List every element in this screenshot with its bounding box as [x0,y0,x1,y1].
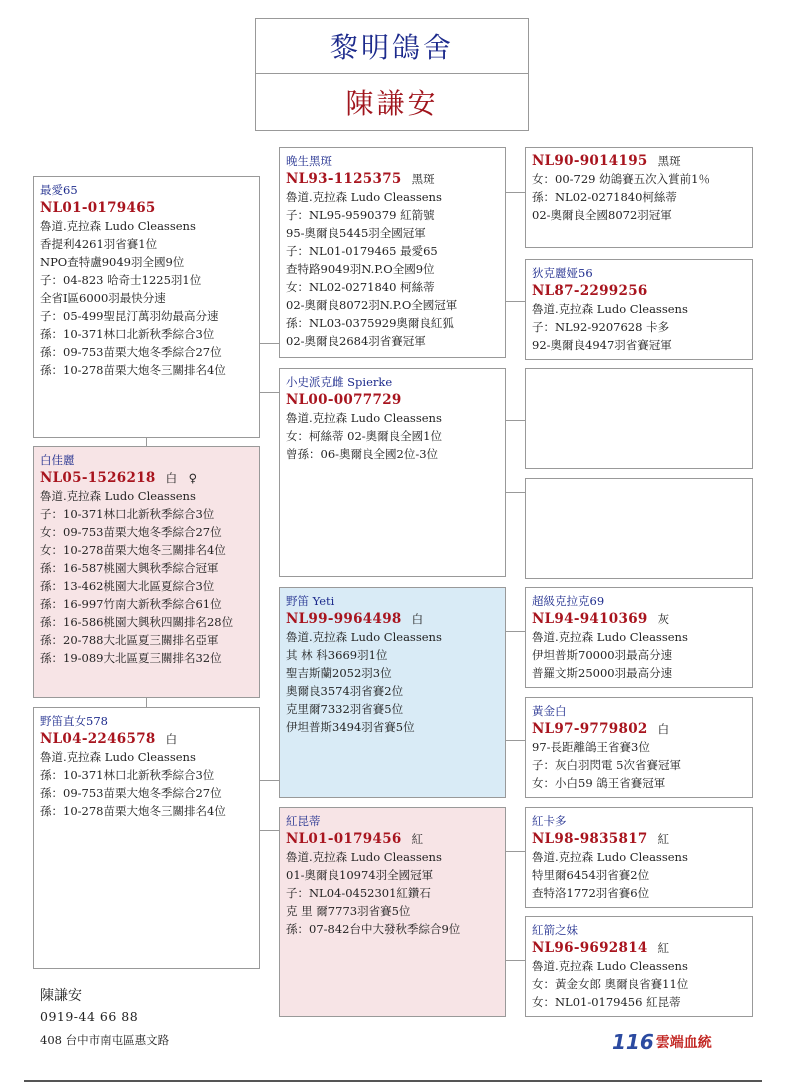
connector-line [505,740,525,741]
pigeon-color: 紅 [657,941,670,955]
pedigree-line: 克 里 爾7773羽省賽5位 [286,904,411,918]
pedigree-line: 孫：16-997竹南大新秋季綜合61位 [40,597,222,611]
pedigree-line: 95-奧爾良5445羽全國冠軍 [286,226,426,240]
bottom-divider [24,1080,762,1082]
pedigree-line: 孫：20-788大北區夏三關排名亞軍 [40,633,219,647]
ring-number: NL00-0077729 [286,392,402,408]
pedigree-line: 普羅文斯25000羽最高分速 [532,666,673,680]
ring-number: NL96-9692814 [532,940,648,956]
pedigree-card-grandsire-2 [279,587,506,798]
pedigree-line: 子：NL01-0179465 最愛65 [286,244,438,258]
pigeon-color: 白 [165,732,178,746]
pigeon-name: 紅昆蒂 [286,814,321,828]
pedigree-line: 女：NL02-0271840 柯絲蒂 [286,280,435,294]
pigeon-name: 野笛 Yeti [286,594,335,608]
pedigree-line: 孫：19-089大北區夏三關排名32位 [40,651,222,665]
pedigree-line: 子：05-499聖昆汀萬羽幼最高分速 [40,309,219,323]
pedigree-card-dam-line [33,707,260,969]
connector-line [505,492,525,493]
pigeon-name: 小史派克雌 Spierke [286,375,393,389]
ring-number: NL99-9964498 [286,611,402,627]
pedigree-line: 孫：09-753苗栗大炮冬季綜合27位 [40,345,222,359]
connector-line [505,631,525,632]
pedigree-line: 魯道.克拉森 Ludo Cleassens [532,850,688,864]
pedigree-line: 孫：10-278苗栗大炮冬三關排名4位 [40,363,226,377]
footer-owner-name: 陳謙安 [40,988,82,1004]
pedigree-line: 孫：07-842台中大發秋季綜合9位 [286,922,461,936]
pedigree-card-grandsire [279,147,506,358]
pedigree-line: 孫：10-278苗栗大炮冬三關排名4位 [40,804,226,818]
pedigree-line: 02-奧爾良8072羽N.P.O全國冠軍 [286,298,458,312]
pedigree-line: 孫：16-587桃園大興秋季綜合冠軍 [40,561,219,575]
pedigree-line: 曾孫：06-奧爾良全國2位-3位 [286,447,439,461]
pigeon-name: 黃金白 [532,704,567,718]
pedigree-line: 魯道.克拉森 Ludo Cleassens [40,750,196,764]
pedigree-line: 其 林 科3669羽1位 [286,648,388,662]
pedigree-line: 孫：10-371林口北新秋季綜合3位 [40,327,215,341]
pedigree-line: 伊坦普斯3494羽省賽5位 [286,720,415,734]
loft-name: 黎明鴿舍 [255,18,529,74]
pedigree-line: 查特洛1772羽省賽6位 [532,886,650,900]
pedigree-line: 子：NL04-0452301紅鑽石 [286,886,431,900]
connector-line [259,780,279,781]
pedigree-line: 01-奧爾良10974羽全國冠軍 [286,868,434,882]
pedigree-line: 魯道.克拉森 Ludo Cleassens [532,630,688,644]
pigeon-color: 灰 [657,612,670,626]
pedigree-line: 子：灰白羽閃電 5次省賽冠軍 [532,758,681,772]
pedigree-card-ggs-2 [525,587,753,688]
pedigree-card-ggd-3 [525,916,753,1017]
logo-text: 雲端血統 [655,1035,712,1051]
footer-address: 408 台中市南屯區惠文路 [40,1033,170,1047]
pedigree-line: 97-長距離鴿王省賽3位 [532,740,650,754]
pedigree-line: 孫：10-371林口北新秋季綜合3位 [40,768,215,782]
pedigree-card-empty [525,478,753,579]
pigeon-name: 晚生黑斑 [286,154,332,168]
pigeon-name: 狄克麗娅56 [532,266,593,280]
pedigree-line: 克里爾7332羽省賽5位 [286,702,404,716]
pigeon-color: 黑斑 [411,172,435,186]
connector-line [505,420,525,421]
pedigree-line: 魯道.克拉森 Ludo Cleassens [286,190,442,204]
pedigree-card-ggd-2 [525,697,753,798]
connector-line [259,392,279,393]
pigeon-name: 野笛直女578 [40,714,108,728]
pedigree-line: 02-奧爾良2684羽省賽冠軍 [286,334,426,348]
pedigree-line: 子：NL92-9207628 卡多 [532,320,670,334]
pedigree-card-sire [33,176,260,438]
pigeon-name: 紅卡多 [532,814,567,828]
pedigree-line: 香提利4261羽省賽1位 [40,237,158,251]
pigeon-color: 紅 [411,832,424,846]
pigeon-color: 白 ♀ [165,471,197,485]
ring-number: NL90-9014195 [532,153,648,169]
pigeon-color: 紅 [657,832,670,846]
pedigree-card-empty [525,368,753,469]
connector-line [259,343,279,344]
connector-line [505,301,525,302]
pedigree-line: 孫：NL02-0271840柯絲蒂 [532,190,677,204]
pedigree-line: 女：小白59 鴿王省賽冠軍 [532,776,666,790]
pedigree-line: 魯道.克拉森 Ludo Cleassens [286,630,442,644]
pedigree-line: 全省I區6000羽最快分速 [40,291,166,305]
logo-number: 116 [612,1030,654,1054]
pedigree-line: 92-奧爾良4947羽省賽冠軍 [532,338,672,352]
ring-number: NL97-9779802 [532,721,648,737]
pedigree-line: 孫：09-753苗栗大炮冬季綜合27位 [40,786,222,800]
ring-number: NL98-9835817 [532,831,648,847]
pedigree-line: 魯道.克拉森 Ludo Cleassens [532,302,688,316]
pedigree-card-granddam-2 [279,807,506,1017]
pedigree-line: 奧爾良3574羽省賽2位 [286,684,404,698]
pigeon-color: 白 [411,612,424,626]
pedigree-line: 魯道.克拉森 Ludo Cleassens [40,489,196,503]
footer-phone: 0919-44 66 88 [40,1009,139,1024]
owner-name: 陳謙安 [255,73,529,131]
pigeon-name: 超級克拉克69 [532,594,605,608]
pedigree-line: 女：柯絲蒂 02-奧爾良全國1位 [286,429,442,443]
pedigree-line: 特里爾6454羽省賽2位 [532,868,650,882]
pedigree-line: 02-奧爾良全國8072羽冠軍 [532,208,672,222]
pedigree-line: 子：NL95-9590379 紅箭號 [286,208,435,222]
pedigree-line: 魯道.克拉森 Ludo Cleassens [286,411,442,425]
pedigree-line: 女：NL01-0179456 紅昆蒂 [532,995,681,1009]
ring-number: NL01-0179456 [286,831,402,847]
connector-line [259,830,279,831]
pedigree-card-ggs-3 [525,807,753,908]
ring-number: NL87-2299256 [532,283,648,299]
pedigree-line: 子：04-823 哈奇士1225羽1位 [40,273,202,287]
pedigree-line: 查特路9049羽N.P.O全國9位 [286,262,435,276]
pedigree-line: 女：09-753苗栗大炮冬季綜合27位 [40,525,222,539]
pigeon-name: 最愛65 [40,183,78,197]
pedigree-line: 孫：16-586桃園大興秋四關排名28位 [40,615,234,629]
ring-number: NL93-1125375 [286,171,402,187]
pedigree-line: 魯道.克拉森 Ludo Cleassens [286,850,442,864]
pigeon-color: 黑斑 [657,154,681,168]
pedigree-line: NPO查特盧9049羽全國9位 [40,255,185,269]
pedigree-card-ggd-1 [525,259,753,360]
pedigree-line: 女：00-729 幼鴿賽五次入賞前1％ [532,172,710,186]
pedigree-card-granddam [279,368,506,577]
pedigree-card-ggs-1 [525,147,753,248]
pigeon-name: 紅箭之妹 [532,923,578,937]
pedigree-line: 孫：13-462桃園大北區夏綜合3位 [40,579,215,593]
connector-line [505,192,525,193]
pedigree-line: 孫：NL03-0375929奧爾良紅狐 [286,316,454,330]
pedigree-line: 魯道.克拉森 Ludo Cleassens [532,959,688,973]
pedigree-line: 女：10-278苗栗大炮冬三關排名4位 [40,543,226,557]
pedigree-line: 魯道.克拉森 Ludo Cleassens [40,219,196,233]
ring-number: NL01-0179465 [40,200,156,216]
connector-line [505,960,525,961]
pigeon-name: 白佳麗 [40,453,75,467]
pedigree-line: 子：10-371林口北新秋季綜合3位 [40,507,215,521]
ring-number: NL05-1526218 [40,470,156,486]
ring-number: NL04-2246578 [40,731,156,747]
pedigree-line: 伊坦普斯70000羽最高分速 [532,648,673,662]
ring-number: NL94-9410369 [532,611,648,627]
connector-line [146,697,147,707]
pigeon-color: 白 [657,722,670,736]
pedigree-line: 女：黃金女郎 奧爾良省賽11位 [532,977,689,991]
pedigree-line: 聖吉斯蘭2052羽3位 [286,666,392,680]
connector-line [146,437,147,446]
brand-logo [612,1030,712,1054]
pedigree-card-dam [33,446,260,698]
connector-line [505,851,525,852]
